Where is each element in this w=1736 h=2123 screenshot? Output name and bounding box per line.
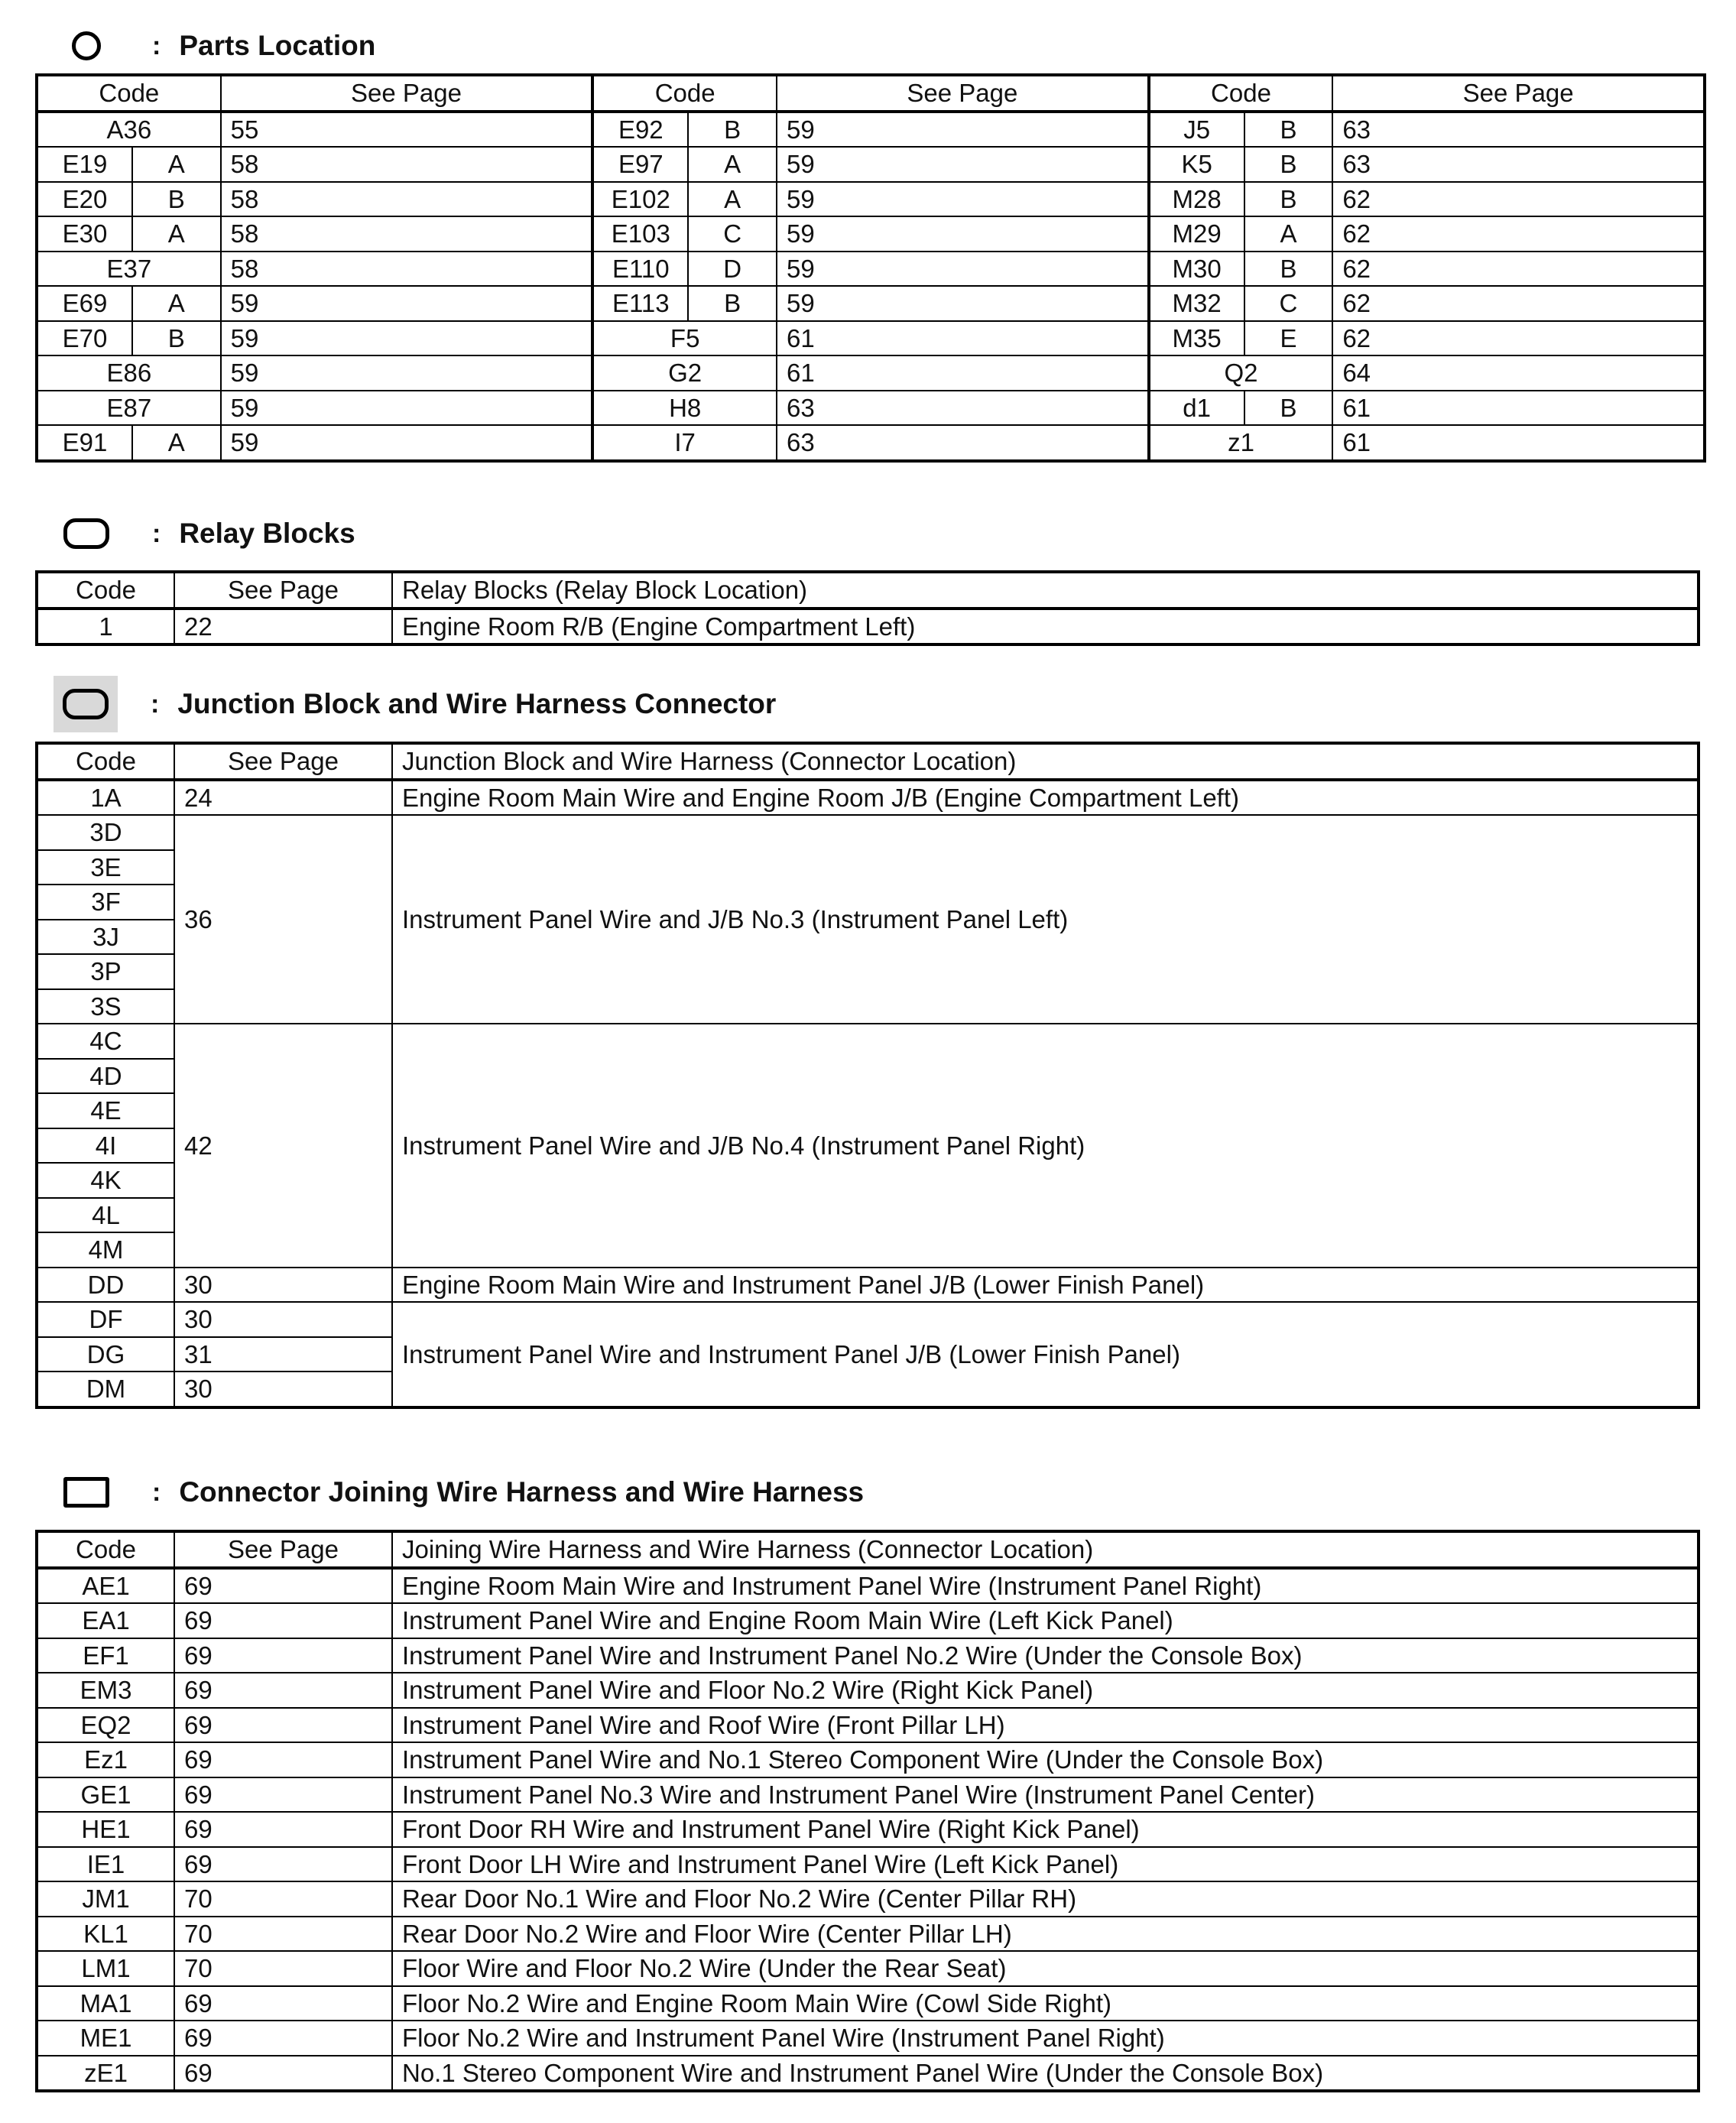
see-page-cell: 59 — [777, 182, 1147, 217]
table-row — [594, 286, 1147, 321]
heading-colon: : — [151, 689, 160, 719]
code-cell: M35 — [1150, 321, 1244, 356]
junction-block-heading — [63, 681, 776, 727]
table-row — [1150, 321, 1703, 356]
code-cell: G2 — [594, 355, 777, 391]
code-cell: 4L — [37, 1198, 174, 1233]
code-cell: DD — [37, 1268, 174, 1303]
table-row — [38, 355, 591, 391]
table-row — [37, 1847, 1699, 1882]
code-cell: E113 — [594, 286, 688, 321]
see-page-cell: 62 — [1332, 252, 1703, 287]
code-cell: IE1 — [37, 1847, 174, 1882]
table-row — [38, 286, 591, 321]
sub-code-cell: B — [688, 112, 777, 148]
see-page-header: See Page — [1332, 76, 1703, 112]
code-cell: ME1 — [37, 2021, 174, 2056]
code-cell: K5 — [1150, 147, 1244, 182]
table-row — [38, 112, 591, 148]
code-cell: E97 — [594, 147, 688, 182]
section-title: Connector Joining Wire Harness and Wire Harness — [179, 1476, 865, 1508]
see-page-cell: 59 — [777, 216, 1147, 252]
rectangle-symbol-icon — [63, 1475, 110, 1509]
code-header: Code — [38, 76, 221, 112]
rounded-rect-symbol-icon — [63, 517, 110, 550]
description-cell: Instrument Panel Wire and J/B No.4 (Instrument Panel Right) — [392, 1024, 1699, 1268]
description-header: Junction Block and Wire Harness (Connector Location) — [392, 743, 1699, 780]
code-header: Code — [1150, 76, 1333, 112]
see-page-cell: 36 — [174, 815, 392, 1024]
code-cell: E37 — [38, 252, 221, 287]
section-title: Relay Blocks — [179, 518, 355, 549]
code-cell: E87 — [38, 391, 221, 426]
description-cell: Instrument Panel Wire and Instrument Panel No.2 Wire (Under the Console Box) — [392, 1638, 1699, 1673]
code-cell: Ez1 — [37, 1742, 174, 1777]
see-page-cell: 62 — [1332, 216, 1703, 252]
code-cell: M29 — [1150, 216, 1244, 252]
code-header: Code — [37, 743, 174, 780]
header-row — [1150, 76, 1703, 112]
heading-colon: : — [152, 31, 161, 60]
table-row — [38, 147, 591, 182]
code-cell: 4I — [37, 1128, 174, 1164]
table-row — [38, 182, 591, 217]
table-row — [594, 252, 1147, 287]
see-page-cell: 61 — [777, 355, 1147, 391]
see-page-cell: 63 — [777, 391, 1147, 426]
description-cell: Floor No.2 Wire and Engine Room Main Wire (Cowl Side Right) — [392, 1986, 1699, 2021]
code-cell: Q2 — [1150, 355, 1333, 391]
table-row — [37, 1881, 1699, 1917]
table-row — [38, 216, 591, 252]
table-row — [37, 2056, 1699, 2092]
code-cell: 3F — [37, 885, 174, 920]
description-cell: Floor Wire and Floor No.2 Wire (Under the Rear Seat) — [392, 1951, 1699, 1986]
sub-code-cell: A — [132, 425, 221, 459]
see-page-cell: 63 — [1332, 112, 1703, 148]
see-page-cell: 55 — [221, 112, 592, 148]
table-row — [594, 391, 1147, 426]
header-row — [594, 76, 1147, 112]
header-row — [37, 572, 1699, 609]
table-row — [37, 1673, 1699, 1708]
table-row — [1150, 182, 1703, 217]
sub-code-cell: B — [132, 182, 221, 217]
see-page-cell: 69 — [174, 1812, 392, 1847]
sub-code-cell: A — [1244, 216, 1333, 252]
code-cell: E91 — [38, 425, 132, 459]
code-cell: E103 — [594, 216, 688, 252]
table-row — [37, 1302, 1699, 1337]
table-row — [37, 1603, 1699, 1638]
see-page-cell: 59 — [777, 286, 1147, 321]
code-cell: E20 — [38, 182, 132, 217]
table-row — [37, 1986, 1699, 2021]
see-page-cell: 69 — [174, 1986, 392, 2021]
shaded-rounded-rect-symbol-icon — [54, 676, 118, 732]
see-page-cell: 58 — [221, 147, 592, 182]
see-page-cell: 61 — [777, 321, 1147, 356]
see-page-cell: 69 — [174, 1638, 392, 1673]
parts-location-heading — [63, 23, 375, 69]
relay-blocks-heading — [63, 511, 355, 557]
table-row — [37, 1812, 1699, 1847]
table-row — [594, 112, 1147, 148]
connector-joining-table — [35, 1530, 1700, 2092]
code-cell: DG — [37, 1337, 174, 1372]
see-page-cell: 63 — [777, 425, 1147, 459]
description-cell: Instrument Panel Wire and J/B No.3 (Instrument Panel Left) — [392, 815, 1699, 1024]
description-cell: Floor No.2 Wire and Instrument Panel Wire (Instrument Panel Right) — [392, 2021, 1699, 2056]
sub-code-cell: A — [688, 147, 777, 182]
description-cell: Engine Room Main Wire and Engine Room J/B (Engine Compartment Left) — [392, 780, 1699, 816]
code-cell: I7 — [594, 425, 777, 459]
see-page-cell: 62 — [1332, 286, 1703, 321]
sub-code-cell: B — [1244, 252, 1333, 287]
header-row — [37, 743, 1699, 780]
see-page-header: See Page — [174, 572, 392, 609]
table-row — [594, 355, 1147, 391]
code-cell: 3P — [37, 954, 174, 989]
code-cell: DM — [37, 1372, 174, 1407]
see-page-cell: 30 — [174, 1268, 392, 1303]
see-page-cell: 69 — [174, 1777, 392, 1813]
code-cell: F5 — [594, 321, 777, 356]
circle-symbol-icon — [63, 29, 110, 63]
table-row — [594, 216, 1147, 252]
description-cell: Instrument Panel Wire and No.1 Stereo Component Wire (Under the Console Box) — [392, 1742, 1699, 1777]
see-page-cell: 59 — [221, 286, 592, 321]
table-row — [37, 1951, 1699, 1986]
table-row — [1150, 216, 1703, 252]
table-row — [37, 1708, 1699, 1743]
see-page-cell: 69 — [174, 1603, 392, 1638]
parts-location-table — [35, 73, 1706, 463]
code-cell: E69 — [38, 286, 132, 321]
table-row — [38, 321, 591, 356]
table-row — [594, 147, 1147, 182]
sub-code-cell: A — [132, 147, 221, 182]
code-cell: KL1 — [37, 1917, 174, 1952]
table-row — [38, 391, 591, 426]
table-row — [37, 1638, 1699, 1673]
parts-location-block — [38, 76, 591, 459]
see-page-cell: 63 — [1332, 147, 1703, 182]
see-page-header: See Page — [777, 76, 1147, 112]
table-row — [1150, 286, 1703, 321]
code-cell: EF1 — [37, 1638, 174, 1673]
junction-block-table — [35, 742, 1700, 1409]
code-cell: EA1 — [37, 1603, 174, 1638]
description-cell: Rear Door No.1 Wire and Floor No.2 Wire (Center Pillar RH) — [392, 1881, 1699, 1917]
code-cell: zE1 — [37, 2056, 174, 2092]
code-cell: 3E — [37, 850, 174, 885]
table-row — [1150, 252, 1703, 287]
heading-colon: : — [152, 518, 161, 548]
sub-code-cell: D — [688, 252, 777, 287]
description-header: Joining Wire Harness and Wire Harness (Connector Location) — [392, 1531, 1699, 1568]
see-page-cell: 59 — [777, 112, 1147, 148]
table-row — [37, 1024, 1699, 1059]
connector-joining-heading — [63, 1469, 864, 1515]
table-row — [594, 321, 1147, 356]
see-page-cell: 59 — [221, 321, 592, 356]
sub-code-cell: B — [1244, 147, 1333, 182]
table-row — [1150, 147, 1703, 182]
see-page-cell: 69 — [174, 1708, 392, 1743]
code-cell: E92 — [594, 112, 688, 148]
description-cell: Front Door RH Wire and Instrument Panel Wire (Right Kick Panel) — [392, 1812, 1699, 1847]
see-page-cell: 64 — [1332, 355, 1703, 391]
see-page-cell: 30 — [174, 1372, 392, 1407]
heading-colon: : — [152, 1477, 161, 1507]
see-page-cell: 61 — [1332, 425, 1703, 459]
sub-code-cell: A — [688, 182, 777, 217]
table-row — [1150, 355, 1703, 391]
sub-code-cell: E — [1244, 321, 1333, 356]
code-cell: EQ2 — [37, 1708, 174, 1743]
code-cell: A36 — [38, 112, 221, 148]
table-row — [37, 1777, 1699, 1813]
code-cell: J5 — [1150, 112, 1244, 148]
see-page-cell: 70 — [174, 1917, 392, 1952]
header-row — [37, 1531, 1699, 1568]
sub-code-cell: B — [1244, 391, 1333, 426]
code-cell: JM1 — [37, 1881, 174, 1917]
code-cell: DF — [37, 1302, 174, 1337]
see-page-cell: 58 — [221, 216, 592, 252]
sub-code-cell: B — [132, 321, 221, 356]
see-page-cell: 59 — [221, 355, 592, 391]
code-cell: z1 — [1150, 425, 1333, 459]
sub-code-cell: C — [1244, 286, 1333, 321]
relay-blocks-table — [35, 570, 1700, 646]
see-page-cell: 59 — [777, 147, 1147, 182]
table-row — [37, 780, 1699, 816]
table-row — [38, 252, 591, 287]
see-page-cell: 70 — [174, 1951, 392, 1986]
code-cell: GE1 — [37, 1777, 174, 1813]
see-page-cell: 62 — [1332, 321, 1703, 356]
code-cell: 4K — [37, 1163, 174, 1198]
see-page-cell: 69 — [174, 1673, 392, 1708]
description-cell: Engine Room Main Wire and Instrument Panel J/B (Lower Finish Panel) — [392, 1268, 1699, 1303]
sub-code-cell: A — [132, 216, 221, 252]
sub-code-cell: B — [1244, 112, 1333, 148]
code-cell: E86 — [38, 355, 221, 391]
code-cell: 3D — [37, 815, 174, 850]
see-page-cell: 58 — [221, 182, 592, 217]
table-row — [37, 1568, 1699, 1604]
table-row — [37, 1268, 1699, 1303]
see-page-cell: 69 — [174, 2056, 392, 2092]
sub-code-cell: A — [132, 286, 221, 321]
code-cell: 1A — [37, 780, 174, 816]
table-row — [37, 1917, 1699, 1952]
see-page-cell: 70 — [174, 1881, 392, 1917]
code-cell: 3S — [37, 989, 174, 1024]
code-cell: LM1 — [37, 1951, 174, 1986]
table-row — [594, 182, 1147, 217]
table-row — [1150, 391, 1703, 426]
see-page-cell: 69 — [174, 1847, 392, 1882]
see-page-cell: 31 — [174, 1337, 392, 1372]
code-cell: M28 — [1150, 182, 1244, 217]
see-page-cell: 69 — [174, 1568, 392, 1604]
code-cell: M30 — [1150, 252, 1244, 287]
description-cell: Rear Door No.2 Wire and Floor Wire (Center Pillar LH) — [392, 1917, 1699, 1952]
description-cell: Instrument Panel Wire and Floor No.2 Wire (Right Kick Panel) — [392, 1673, 1699, 1708]
description-cell: Instrument Panel Wire and Engine Room Main Wire (Left Kick Panel) — [392, 1603, 1699, 1638]
table-row — [37, 2021, 1699, 2056]
code-header: Code — [37, 1531, 174, 1568]
see-page-cell: 22 — [174, 609, 392, 645]
code-cell: 4C — [37, 1024, 174, 1059]
see-page-cell: 62 — [1332, 182, 1703, 217]
code-cell: H8 — [594, 391, 777, 426]
table-row — [1150, 112, 1703, 148]
description-cell: Instrument Panel No.3 Wire and Instrument Panel Wire (Instrument Panel Center) — [392, 1777, 1699, 1813]
table-row — [37, 1742, 1699, 1777]
code-cell: 1 — [37, 609, 174, 645]
parts-location-block — [591, 76, 1147, 459]
sub-code-cell: B — [1244, 182, 1333, 217]
table-row — [594, 425, 1147, 459]
code-cell: 4M — [37, 1232, 174, 1268]
description-cell: Engine Room R/B (Engine Compartment Left) — [392, 609, 1699, 645]
section-title: Parts Location — [179, 30, 376, 61]
code-cell: 4E — [37, 1093, 174, 1128]
code-cell: E30 — [38, 216, 132, 252]
description-cell: Front Door LH Wire and Instrument Panel Wire (Left Kick Panel) — [392, 1847, 1699, 1882]
code-cell: E102 — [594, 182, 688, 217]
description-cell: No.1 Stereo Component Wire and Instrument Panel Wire (Under the Console Box) — [392, 2056, 1699, 2092]
code-cell: 4D — [37, 1059, 174, 1094]
header-row — [38, 76, 591, 112]
parts-location-block — [1147, 76, 1703, 459]
code-cell: MA1 — [37, 1986, 174, 2021]
code-cell: M32 — [1150, 286, 1244, 321]
see-page-cell: 30 — [174, 1302, 392, 1337]
see-page-cell: 61 — [1332, 391, 1703, 426]
description-cell: Instrument Panel Wire and Instrument Panel J/B (Lower Finish Panel) — [392, 1302, 1699, 1407]
see-page-cell: 58 — [221, 252, 592, 287]
see-page-header: See Page — [221, 76, 592, 112]
sub-code-cell: C — [688, 216, 777, 252]
see-page-cell: 69 — [174, 1742, 392, 1777]
table-row — [37, 815, 1699, 850]
description-cell: Instrument Panel Wire and Roof Wire (Front Pillar LH) — [392, 1708, 1699, 1743]
see-page-cell: 59 — [777, 252, 1147, 287]
code-cell: 3J — [37, 920, 174, 955]
code-cell: E19 — [38, 147, 132, 182]
sub-code-cell: B — [688, 286, 777, 321]
code-header: Code — [37, 572, 174, 609]
see-page-cell: 42 — [174, 1024, 392, 1268]
table-row — [38, 425, 591, 459]
code-cell: E110 — [594, 252, 688, 287]
table-row — [1150, 425, 1703, 459]
description-header: Relay Blocks (Relay Block Location) — [392, 572, 1699, 609]
code-cell: EM3 — [37, 1673, 174, 1708]
section-title: Junction Block and Wire Harness Connector — [177, 688, 777, 719]
table-row — [37, 609, 1699, 645]
description-cell: Engine Room Main Wire and Instrument Panel Wire (Instrument Panel Right) — [392, 1568, 1699, 1604]
see-page-cell: 59 — [221, 425, 592, 459]
code-header: Code — [594, 76, 777, 112]
code-cell: HE1 — [37, 1812, 174, 1847]
see-page-cell: 24 — [174, 780, 392, 816]
code-cell: AE1 — [37, 1568, 174, 1604]
see-page-cell: 69 — [174, 2021, 392, 2056]
code-cell: E70 — [38, 321, 132, 356]
see-page-header: See Page — [174, 743, 392, 780]
see-page-header: See Page — [174, 1531, 392, 1568]
see-page-cell: 59 — [221, 391, 592, 426]
code-cell: d1 — [1150, 391, 1244, 426]
